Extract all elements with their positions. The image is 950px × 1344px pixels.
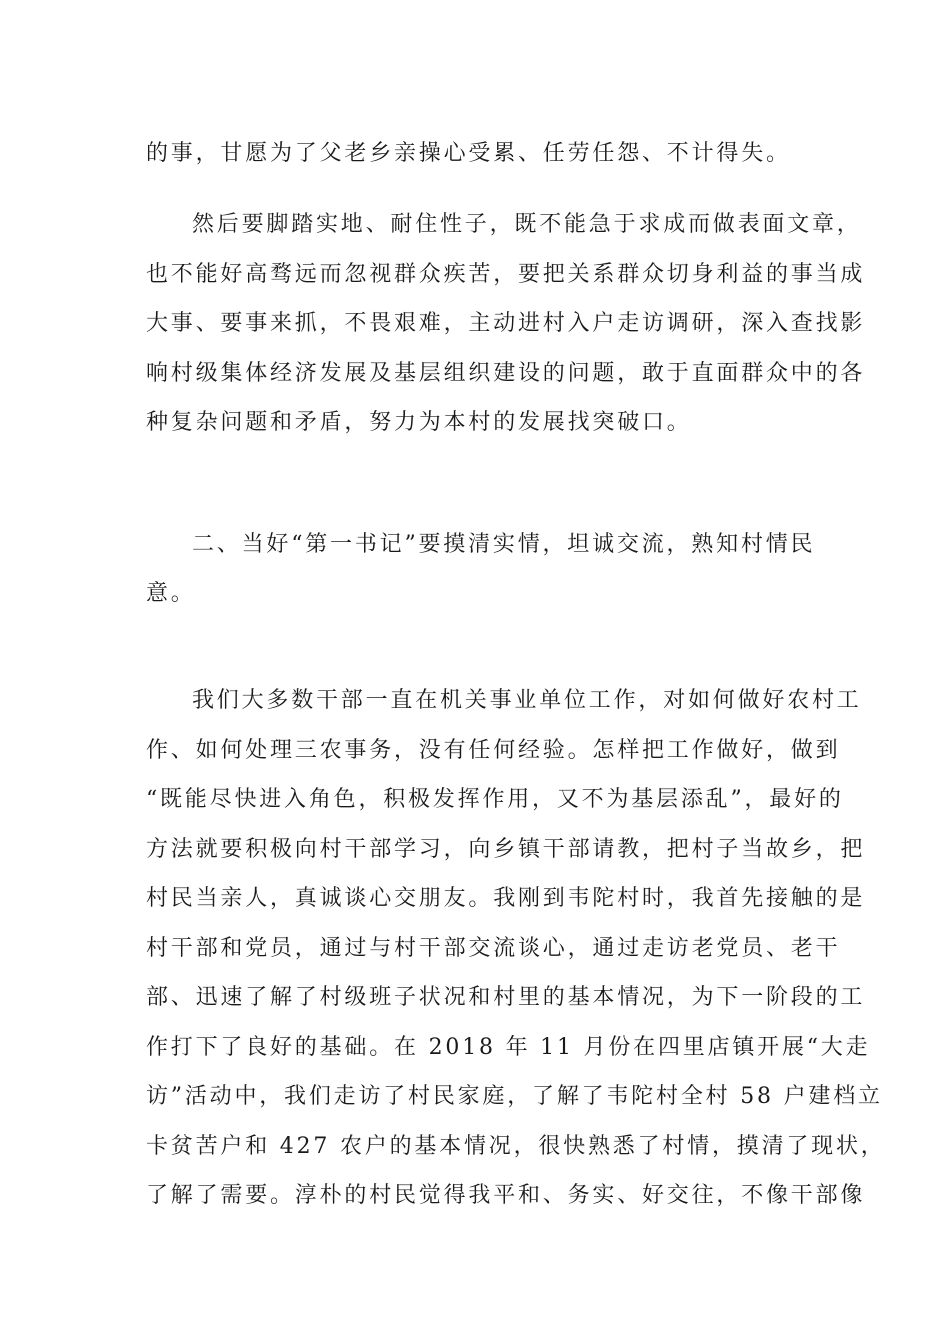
text-line: 作、如何处理三农事务，没有任何经验。怎样把工作做好，做到 [146,738,841,763]
text-line: 了解了需要。淳朴的村民觉得我平和、务实、好交往，不像干部像 [146,1183,866,1208]
text-line: 村干部和党员，通过与村干部交流谈心，通过走访老党员、老干 [146,936,841,961]
text-line: 我们大多数干部一直在机关事业单位工作，对如何做好农村工 [192,688,862,713]
text-line: 种复杂问题和矛盾，努力为本村的发展找突破口。 [146,410,692,435]
text-line: 方法就要积极向村干部学习，向乡镇干部请教，把村子当故乡，把 [146,837,866,862]
section-heading: 二、当好“第一书记”要摸清实情，坦诚交流，熟知村情民 [192,532,816,557]
text-line: “既能尽快进入角色，积极发挥作用，又不为基层添乱”，最好的 [146,787,844,812]
text-line: 的事，甘愿为了父老乡亲操心受累、任劳任怨、不计得失。 [146,141,791,166]
text-line: 也不能好高骛远而忽视群众疾苦，要把关系群众切身利益的事当成 [146,262,866,287]
text-line: 然后要脚踏实地、耐住性子，既不能急于求成而做表面文章， [192,212,862,237]
text-line: 卡贫苦户和 427 农户的基本情况，很快熟悉了村情，摸清了现状， [146,1134,886,1159]
text-line: 作打下了良好的基础。在 2018 年 11 月份在四里店镇开展“大走 [146,1035,871,1060]
section-heading: 意。 [146,581,196,606]
text-line: 村民当亲人，真诚谈心交朋友。我刚到韦陀村时，我首先接触的是 [146,886,866,911]
text-line: 访”活动中，我们走访了村民家庭，了解了韦陀村全村 58 户建档立 [146,1084,883,1109]
text-line: 响村级集体经济发展及基层组织建设的问题，敢于直面群众中的各 [146,361,866,386]
text-line: 部、迅速了解了村级班子状况和村里的基本情况，为下一阶段的工 [146,985,866,1010]
text-line: 大事、要事来抓，不畏艰难，主动进村入户走访调研，深入查找影 [146,311,866,336]
